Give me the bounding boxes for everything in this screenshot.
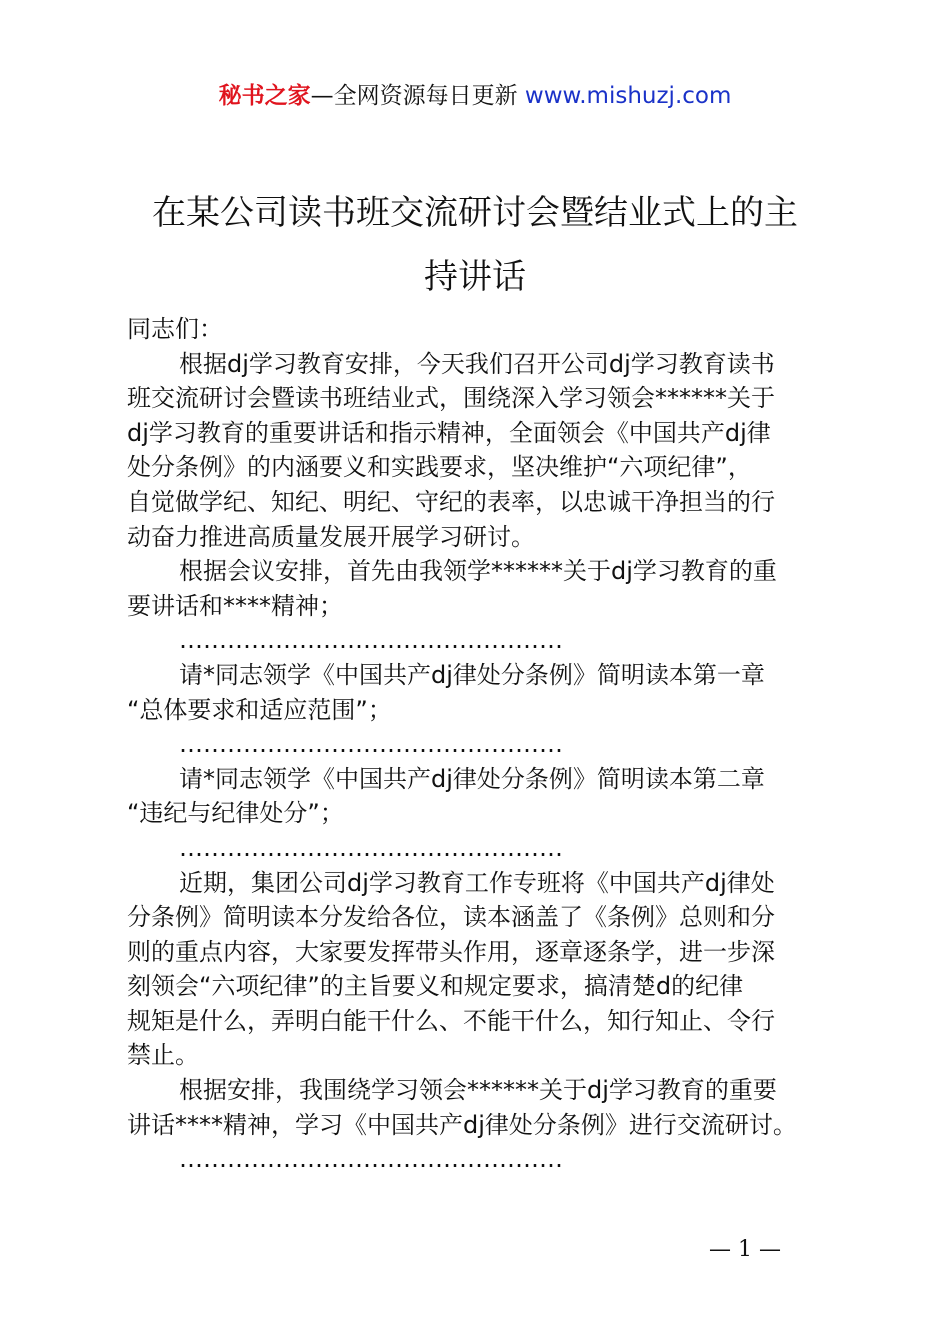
body-line: 班交流研讨会暨读书班结业式，围绕深入学习领会******关于 xyxy=(127,384,775,413)
body-line: ………………………………………… xyxy=(179,1145,563,1174)
page-number: — 1 — xyxy=(709,1237,781,1262)
document-title-line2: 持讲话 xyxy=(424,257,526,297)
body-line: 请*同志领学《中国共产dj律处分条例》简明读本第二章 xyxy=(179,764,765,793)
body-line: 根据会议安排，首先由我领学******关于dj学习教育的重 xyxy=(179,557,777,586)
body-line: “总体要求和适应范围”； xyxy=(127,695,392,724)
body-line: 动奋力推进高质量发展开展学习研讨。 xyxy=(127,522,535,551)
body-line: ………………………………………… xyxy=(179,626,563,655)
body-line: 请*同志领学《中国共产dj律处分条例》简明读本第一章 xyxy=(179,660,765,689)
body-line: dj学习教育的重要讲话和指示精神，全面领会《中国共产dj律 xyxy=(127,418,771,447)
brand-name: 秘书之家 xyxy=(218,83,311,109)
body-line: 刻领会“六项纪律”的主旨要义和规定要求，搞清楚d的纪律 xyxy=(127,972,744,1001)
body-line: 同志们： xyxy=(127,315,223,343)
body-line: 自觉做学纪、知纪、明纪、守纪的表率，以忠诚干净担当的行 xyxy=(127,487,775,516)
header-tagline: —全网资源每日更新 xyxy=(310,83,518,109)
body-line: ………………………………………… xyxy=(179,730,563,759)
body-line: “违纪与纪律处分”； xyxy=(127,799,344,828)
site-header xyxy=(0,80,950,112)
body-line: 要讲话和****精神； xyxy=(127,591,343,620)
body-line: 规矩是什么，弄明白能干什么、不能干什么，知行知止、令行 xyxy=(127,1006,775,1035)
body-line: 处分条例》的内涵要义和实践要求，坚决维护“六项纪律”， xyxy=(127,453,752,482)
body-line: 则的重点内容，大家要发挥带头作用，逐章逐条学，进一步深 xyxy=(127,937,775,966)
site-url[interactable]: www.mishuzj.com xyxy=(524,83,732,109)
body-line: 讲话****精神，学习《中国共产dj律处分条例》进行交流研讨。 xyxy=(127,1110,797,1139)
document-body xyxy=(127,312,833,1177)
body-line: 禁止。 xyxy=(127,1041,199,1070)
body-line: 分条例》简明读本分发给各位，读本涵盖了《条例》总则和分 xyxy=(127,903,775,932)
body-line: ………………………………………… xyxy=(179,833,563,862)
body-line: 近期，集团公司dj学习教育工作专班将《中国共产dj律处 xyxy=(179,868,775,897)
document-title-line1: 在某公司读书班交流研讨会暨结业式上的主 xyxy=(152,193,798,233)
body-line: 根据安排，我围绕学习领会******关于dj学习教育的重要 xyxy=(179,1076,777,1105)
body-line: 根据dj学习教育安排，今天我们召开公司dj学习教育读书 xyxy=(179,349,775,378)
